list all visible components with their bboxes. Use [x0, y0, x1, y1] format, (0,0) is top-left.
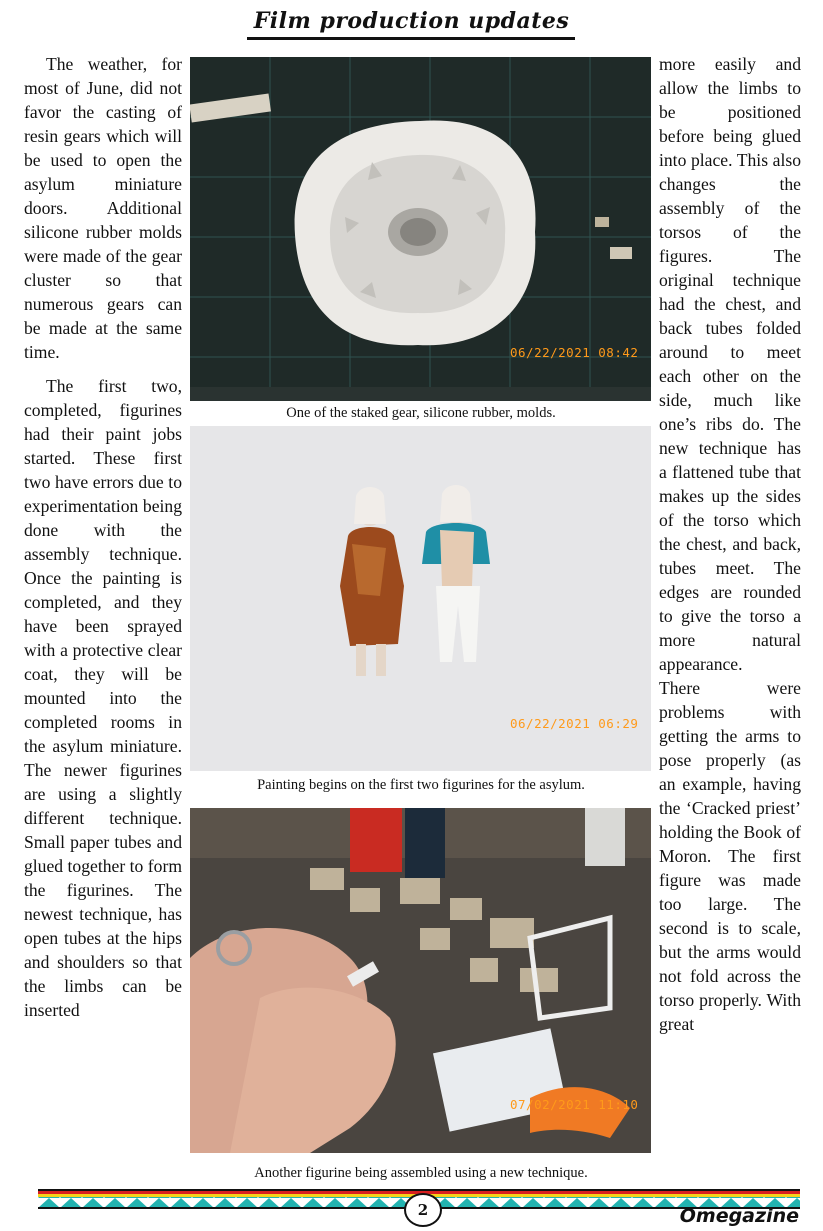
article-right-column [659, 52, 801, 1036]
page-number: 2 [404, 1193, 442, 1227]
photo-date-stamp-1: 06/22/2021 08:42 [510, 345, 639, 360]
left-paragraph-2: The first two, completed, figurines had their paint jobs started. These first two have errors due to experimentation being done with the assembly technique. Once the painting is completed, and they have been sprayed with a protective clear coat, they will be mounted into the completed rooms in the asylum miniature. The newer figurines are using a slightly different technique. Small paper tubes and glued together to form the figurines. The newest technique, has open tubes at the hips and shoulders so that the limbs can be inserted [24, 376, 182, 1020]
photo-caption-2: Painting begins on the first two figurines for the asylum. [257, 777, 585, 793]
title-underline [247, 37, 575, 40]
left-paragraph-1: The weather, for most of June, did not favor the casting of resin gears which will be used to open the asylum miniature doors. Additional silicone rubber molds were made of the gear cluster so that numerous gears can be made at the same time. [24, 54, 182, 362]
right-paragraph-1: more easily and allow the limbs to be positioned before being glued into place. This also changes the assembly of the torsos of the figures. The original technique had the chest, and back tubes folded around to meet each other on the side, much like one’s ribs do. The new technique has a flattened tube that makes up the sides of the torso which the chest, and back, tubes meet. The edges are rounded to give the torso a more natural appearance. [659, 54, 801, 674]
photo-caption-1: One of the staked gear, silicone rubber, molds. [286, 405, 556, 421]
magazine-brand: Omegazine [679, 1205, 799, 1227]
page-title: Film production updates [253, 8, 570, 34]
right-paragraph-2: There were problems with getting the arms to pose properly (as an example, having the ‘Cracked priest’ holding the Book of Moron. The first figure was made too large. The second is to scale, but the arms would not fold across the torso properly. With great [659, 678, 801, 1034]
photo-date-stamp-2: 06/22/2021 06:29 [510, 716, 639, 731]
photo-caption-3: Another figurine being assembled using a new technique. [254, 1165, 588, 1181]
article-left-column [24, 52, 182, 1022]
photo-date-stamp-3: 07/02/2021 11:10 [510, 1097, 639, 1112]
